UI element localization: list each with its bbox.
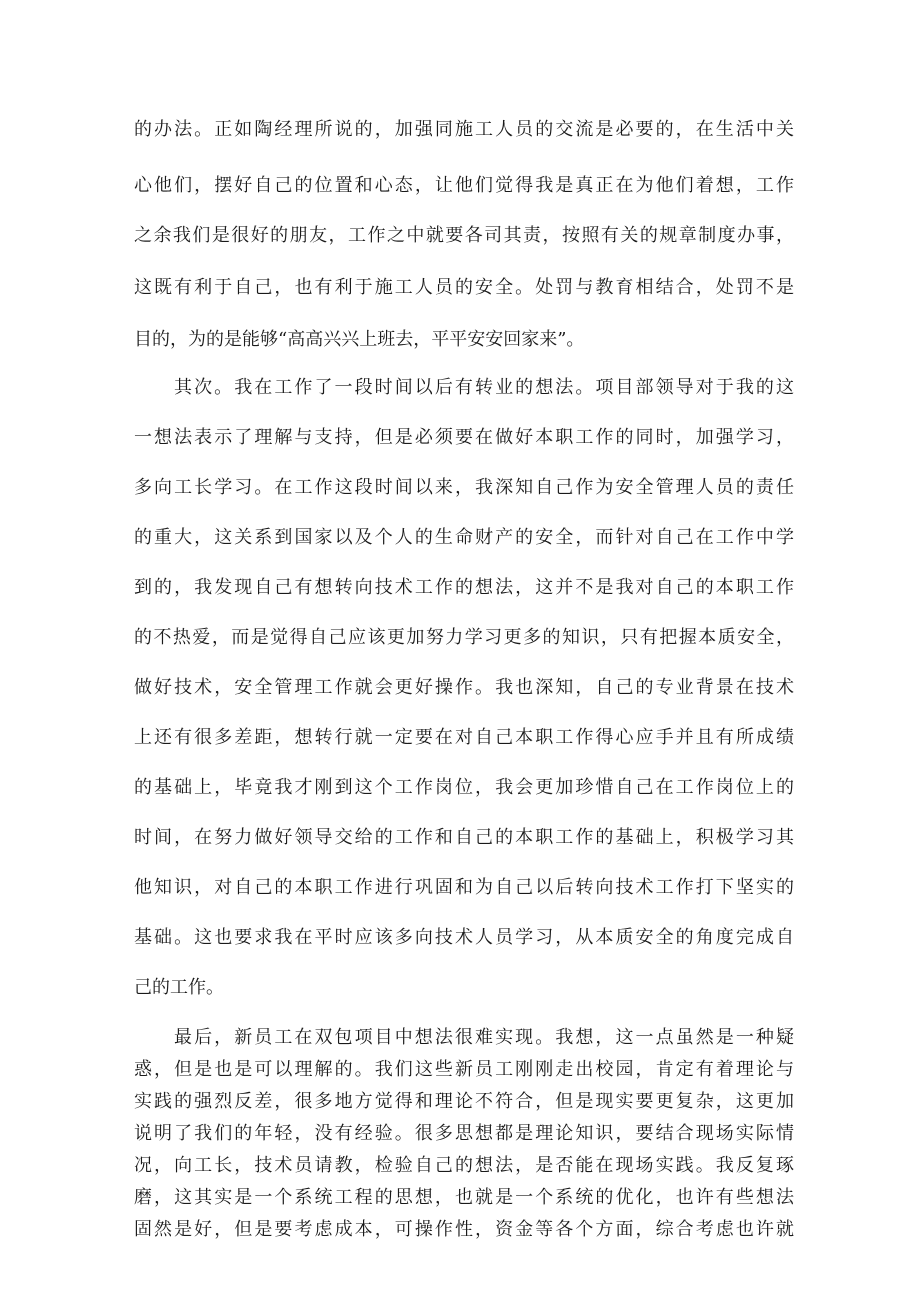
text-line: 最后，新员工在双包项目中想法很难实现。我想，这一点虽然是一种疑: [174, 1027, 794, 1048]
text-line: 基础。这也要求我在平时应该多向技术人员学习，从本质安全的角度完成自: [134, 927, 794, 948]
text-line: 上还有很多差距，想转行就一定要在对自己本职工作得心应手并且有所成绩: [134, 727, 794, 748]
text-line: 之余我们是很好的朋友，工作之中就要各司其责，按照有关的规章制度办事，: [134, 225, 794, 246]
text-line: 磨，这其实是一个系统工程的思想，也就是一个系统的优化，也许有些想法: [134, 1187, 794, 1208]
text-line: 的办法。正如陶经理所说的，加强同施工人员的交流是必要的，在生活中关: [134, 119, 794, 140]
text-line: 的不热爱，而是觉得自己应该更加努力学习更多的知识，只有把握本质安全，: [134, 627, 794, 648]
text-line: 时间，在努力做好领导交给的工作和自己的本职工作的基础上，积极学习其: [134, 827, 794, 848]
text-line: 的基础上，毕竟我才刚到这个工作岗位，我会更加珍惜自己在工作岗位上的: [134, 777, 794, 798]
text-line: 其次。我在工作了一段时间以后有转业的想法。项目部领导对于我的这: [174, 377, 794, 398]
text-line: 固然是好，但是要考虑成本，可操作性，资金等各个方面，综合考虑也许就: [134, 1219, 794, 1240]
text-line: 己的工作。: [134, 977, 224, 998]
text-line: 的重大，这关系到国家以及个人的生命财产的安全，而针对自己在工作中学: [134, 527, 794, 548]
text-line: 心他们，摆好自己的位置和心态，让他们觉得我是真正在为他们着想，工作: [134, 175, 794, 196]
text-line: 到的，我发现自己有想转向技术工作的想法，这并不是我对自己的本职工作: [134, 577, 794, 598]
text-line: 他知识，对自己的本职工作进行巩固和为自己以后转向技术工作打下坚实的: [134, 877, 794, 898]
text-line: 说明了我们的年轻，没有经验。很多思想都是理论知识，要结合现场实际情: [134, 1123, 794, 1144]
text-line: 这既有利于自己，也有利于施工人员的安全。处罚与教育相结合，处罚不是: [134, 277, 794, 298]
text-line: 况，向工长，技术员请教，检验自己的想法，是否能在现场实践。我反复琢: [134, 1155, 794, 1176]
text-line: 实践的强烈反差，很多地方觉得和理论不符合，但是现实要更复杂，这更加: [134, 1091, 794, 1112]
text-line: 多向工长学习。在工作这段时间以来，我深知自己作为安全管理人员的责任: [134, 477, 794, 498]
text-line: 做好技术，安全管理工作就会更好操作。我也深知，自己的专业背景在技术: [134, 677, 794, 698]
text-line: 一想法表示了理解与支持，但是必须要在做好本职工作的同时，加强学习，: [134, 427, 794, 448]
text-line: 目的，为的是能够“高高兴兴上班去，平平安安回家来”。: [134, 329, 585, 350]
text-line: 惑，但是也是可以理解的。我们这些新员工刚刚走出校园，肯定有着理论与: [134, 1059, 794, 1080]
